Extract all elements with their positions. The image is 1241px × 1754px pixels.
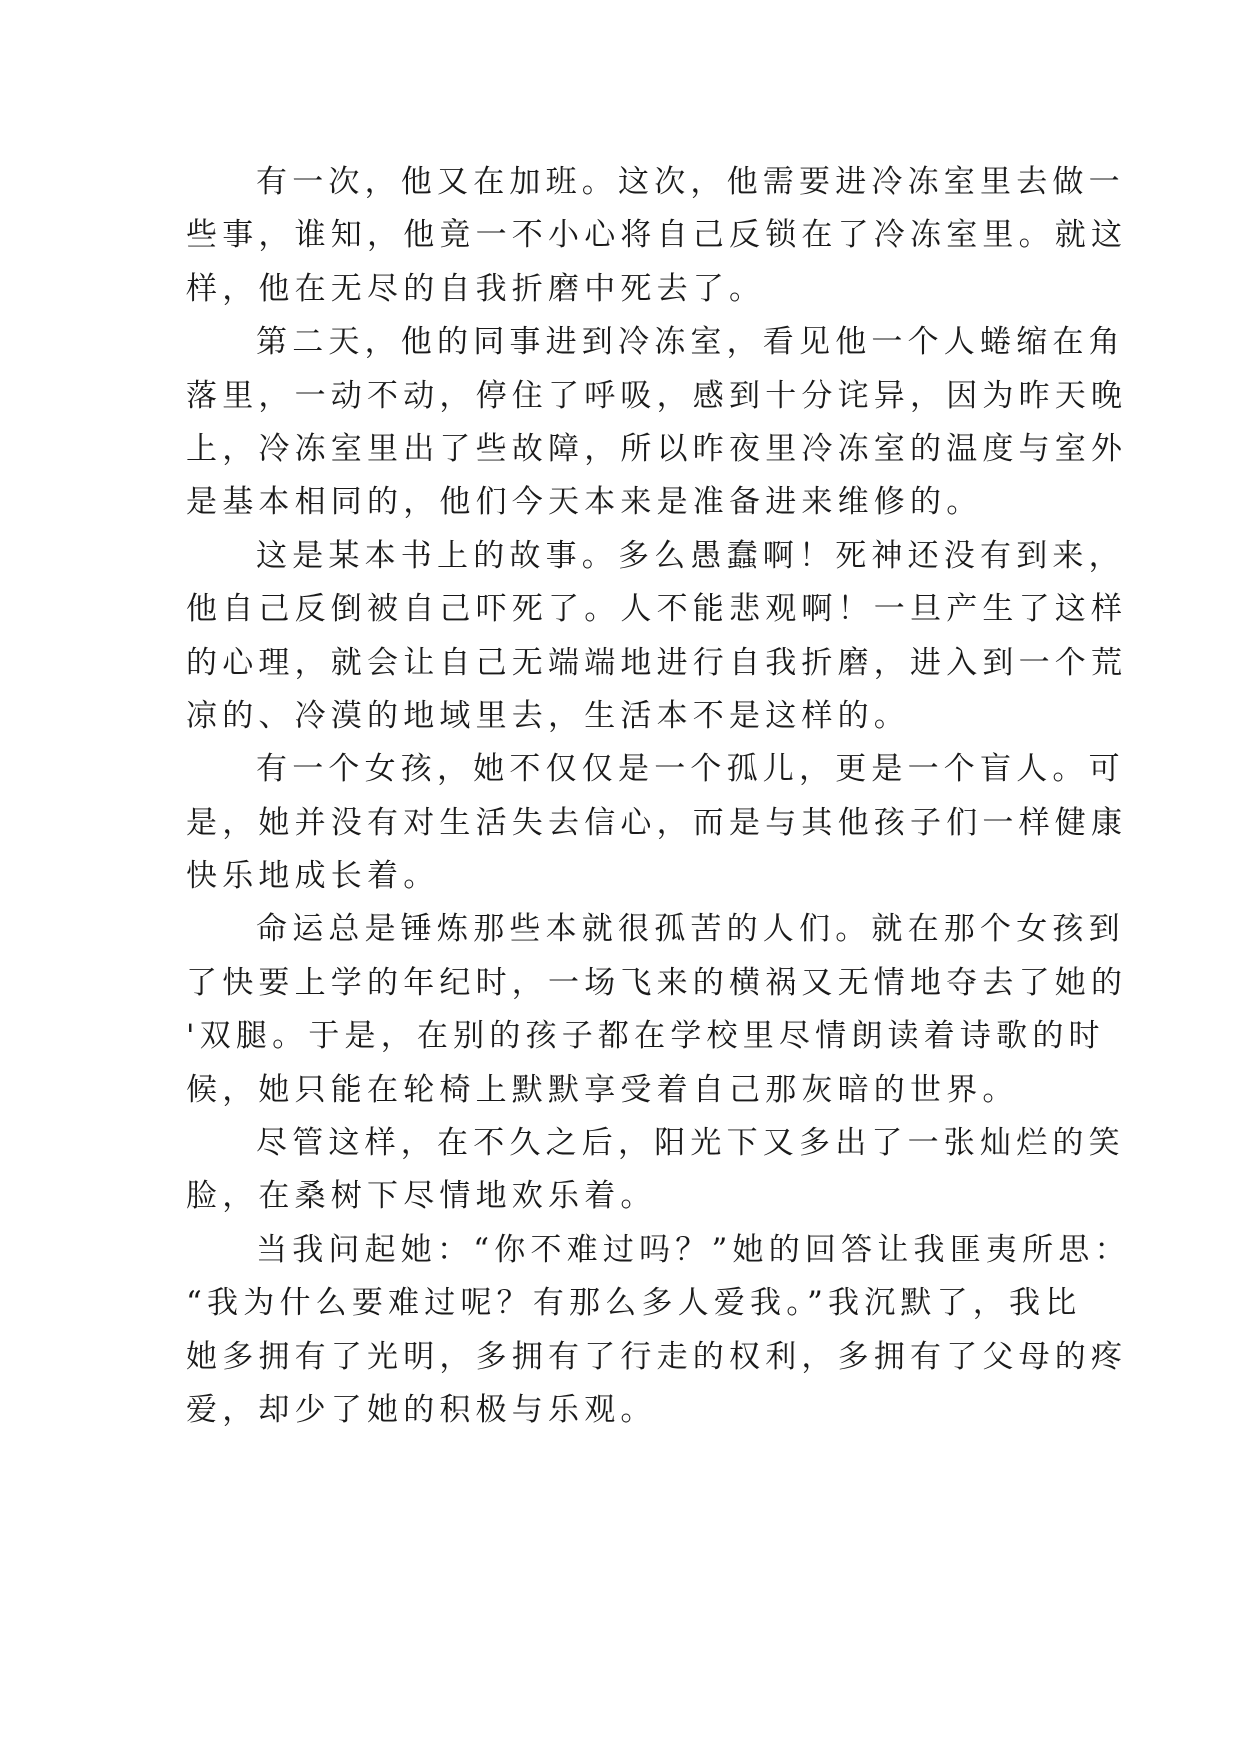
paragraph-2: [186, 316, 1128, 530]
paragraph-line: 候，她只能在轮椅上默默享受着自己那灰暗的世界。: [186, 1071, 1019, 1108]
paragraph-line: 落里，一动不动，停住了呼吸，感到十分诧异，因为昨天晚: [186, 377, 1128, 414]
paragraph-1: [186, 156, 1128, 316]
paragraph-line: 凉的、冷漠的地域里去，生活本不是这样的。: [186, 697, 910, 734]
paragraph-3: [186, 530, 1128, 744]
paragraph-line: 爱，却少了她的积极与乐观。: [186, 1391, 657, 1428]
paragraph-line: 样，他在无尽的自我折磨中死去了。: [186, 270, 766, 307]
paragraph-line: 是基本相同的，他们今天本来是准备进来维修的。: [186, 484, 983, 521]
paragraph-line: 快乐地成长着。: [186, 858, 440, 895]
article-body: [186, 156, 1131, 1437]
paragraph-line: 他自己反倒被自己吓死了。人不能悲观啊！一旦产生了这样: [186, 591, 1128, 628]
paragraph-line: 有一次，他又在加班。这次，他需要进冷冻室里去做一: [256, 164, 1125, 200]
paragraph-line: 这是某本书上的故事。多么愚蠢啊！死神还没有到来，: [256, 537, 1125, 574]
paragraph-line: 尽管这样，在不久之后，阳光下又多出了一张灿烂的笑: [256, 1125, 1125, 1162]
paragraph-line: 她多拥有了光明，多拥有了行走的权利，多拥有了父母的疼: [186, 1338, 1128, 1375]
paragraph-line: 有一个女孩，她不仅仅是一个孤儿，更是一个盲人。可: [256, 751, 1125, 788]
paragraph-line: 当我问起她：“你不难过吗？”她的回答让我匪夷所思：: [256, 1231, 1131, 1268]
paragraph-line: 是，她并没有对生活失去信心，而是与其他孩子们一样健康: [186, 804, 1128, 841]
paragraph-line: 命运总是锤炼那些本就很孤苦的人们。就在那个女孩到: [256, 911, 1125, 948]
paragraph-line: 些事，谁知，他竟一不小心将自己反锁在了冷冻室里。就这: [186, 217, 1128, 254]
paragraph-line: 了快要上学的年纪时，一场飞来的横祸又无情地夺去了她的: [186, 964, 1128, 1001]
paragraph-line: 第二天，他的同事进到冷冻室，看见他一个人蜷缩在角: [256, 324, 1125, 361]
paragraph-4: [186, 743, 1128, 903]
paragraph-line: 上，冷冻室里出了些故障，所以昨夜里冷冻室的温度与室外: [186, 430, 1128, 467]
paragraph-line: “我为什么要难过呢？有那么多人爱我。”我沉默了，我比: [186, 1285, 1082, 1322]
paragraph-5: [186, 903, 1128, 1117]
paragraph-6: [186, 1117, 1125, 1224]
paragraph-line: '双腿。于是，在别的孩子都在学校里尽情朗读着诗歌的时: [186, 1018, 1105, 1055]
paragraph-line: 的心理，就会让自己无端端地进行自我折磨，进入到一个荒: [186, 644, 1128, 681]
paragraph-line: 脸，在桑树下尽情地欢乐着。: [186, 1178, 657, 1215]
paragraph-7: [186, 1224, 1131, 1438]
